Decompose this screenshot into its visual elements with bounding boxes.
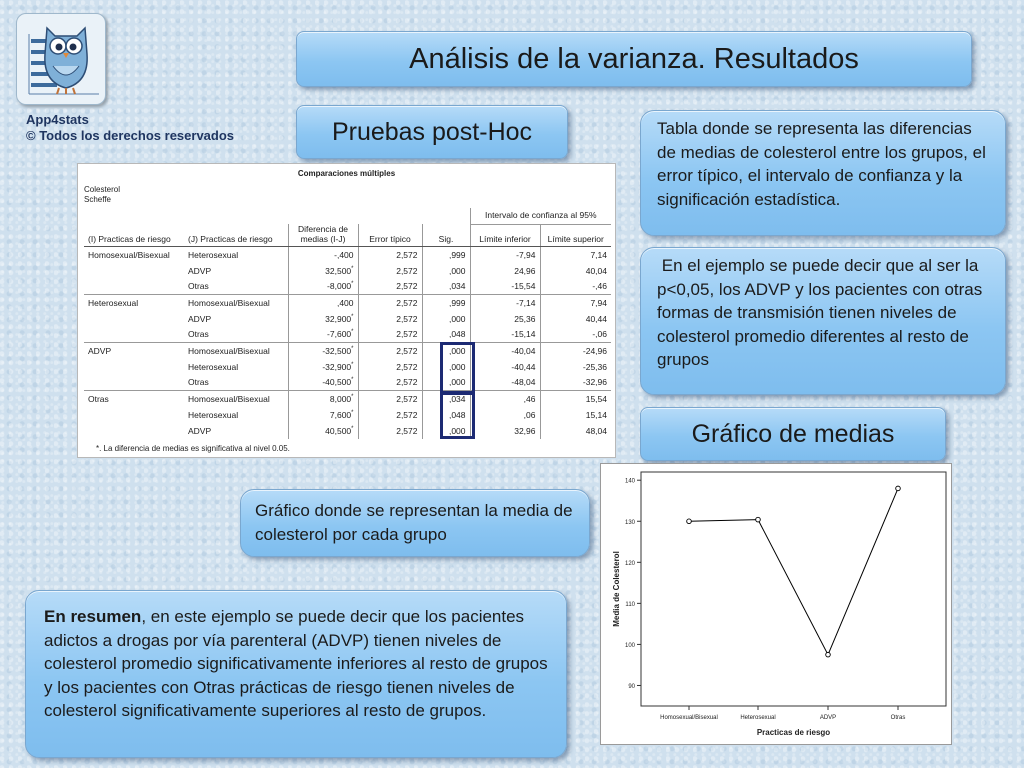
- cell-sig: ,034: [422, 279, 470, 295]
- cell-diff: -,400: [288, 247, 358, 263]
- significance-star: *: [351, 393, 354, 400]
- cell-i: Homosexual/Bisexual: [84, 247, 184, 263]
- y-tick-label: 90: [628, 683, 635, 690]
- cell-j: Otras: [188, 377, 209, 388]
- cell-diff: -7,600*: [288, 327, 358, 343]
- table-row: [84, 375, 611, 391]
- cell-lower: -15,14: [470, 327, 540, 343]
- significance-star: *: [351, 281, 354, 288]
- cell-sig: ,034: [422, 391, 470, 407]
- owl-chart-icon: [17, 14, 107, 106]
- significance-highlight-advp: [440, 342, 475, 394]
- significance-star: *: [351, 361, 354, 368]
- brand-name: App4stats: [26, 112, 89, 127]
- table-title: Comparaciones múltiples: [297, 169, 396, 178]
- header-j: (J) Practicas de riesgo: [184, 224, 288, 247]
- table-method: Scheffe: [84, 195, 111, 204]
- cell-j: ADVP: [188, 265, 212, 276]
- cell-j: Heterosexual: [188, 361, 239, 372]
- significance-star: *: [351, 265, 354, 272]
- cell-upper: 15,14: [540, 407, 611, 423]
- significance-star: *: [351, 313, 354, 320]
- medias-banner: [640, 407, 946, 461]
- cell-se: 2,572: [358, 247, 422, 263]
- title-banner: [296, 31, 972, 87]
- cell-i: Otras: [84, 391, 184, 407]
- header-i: (I) Practicas de riesgo: [84, 224, 184, 247]
- example-text: En el ejemplo se puede decir que al ser la p<0,05, los ADVP y los pacientes con otras formas de transmisión tienen niveles de colesterol promedio diferentes al resto de grupos: [657, 256, 987, 369]
- cell-j: Otras: [188, 329, 209, 340]
- cell-upper: 7,94: [540, 295, 611, 311]
- cell-diff: 32,900*: [288, 311, 358, 327]
- cell-j: Heterosexual: [188, 409, 239, 420]
- summary-note: [25, 590, 567, 758]
- table-row: [84, 407, 611, 423]
- cell-se: 2,572: [358, 343, 422, 359]
- cell-lower: 25,36: [470, 311, 540, 327]
- cell-upper: 40,04: [540, 263, 611, 279]
- y-tick-label: 120: [624, 560, 635, 567]
- cell-sig: ,048: [422, 327, 470, 343]
- table-description-note: [640, 110, 1006, 236]
- header-upper: Límite superior: [540, 224, 611, 247]
- cell-lower: -40,44: [470, 359, 540, 375]
- page-title: Análisis de la varianza. Resultados: [409, 42, 859, 75]
- comparisons-grid: [84, 208, 611, 439]
- cell-upper: 48,04: [540, 423, 611, 439]
- cell-se: 2,572: [358, 279, 422, 295]
- x-tick-label: Homosexual/Bisexual: [660, 715, 718, 721]
- cell-se: 2,572: [358, 359, 422, 375]
- cell-lower: ,06: [470, 407, 540, 423]
- cell-sig: ,000: [422, 311, 470, 327]
- x-tick-label: Heterosexual: [740, 715, 776, 721]
- cell-upper: 7,14: [540, 247, 611, 263]
- cell-sig: ,000: [422, 343, 470, 359]
- cell-se: 2,572: [358, 375, 422, 391]
- table-footnote: *. La diferencia de medias es significativa al nivel 0.05.: [96, 444, 290, 453]
- cell-sig: ,000: [422, 359, 470, 375]
- cell-diff: -40,500*: [288, 375, 358, 391]
- cell-i: [84, 375, 184, 391]
- cell-se: 2,572: [358, 327, 422, 343]
- series-line: [689, 488, 898, 654]
- summary-text: [44, 605, 554, 723]
- x-tick-label: ADVP: [819, 715, 837, 721]
- chart-description-note: [240, 489, 590, 557]
- table-row: [84, 311, 611, 327]
- significance-star: *: [351, 345, 354, 352]
- cell-upper: 40,44: [540, 311, 611, 327]
- significance-highlight-otras: [440, 392, 475, 439]
- table-row: [84, 391, 611, 407]
- cell-upper: 15,54: [540, 391, 611, 407]
- table-row: [84, 295, 611, 311]
- cell-j: ADVP: [188, 425, 212, 436]
- cell-upper: -24,96: [540, 343, 611, 359]
- cell-sig: ,999: [422, 295, 470, 311]
- means-chart: [600, 463, 952, 745]
- y-tick-label: 100: [624, 642, 635, 649]
- cell-upper: -25,36: [540, 359, 611, 375]
- table-variable: Colesterol: [84, 185, 121, 194]
- data-point: [687, 519, 692, 524]
- table-row: [84, 247, 611, 263]
- cell-se: 2,572: [358, 263, 422, 279]
- brand-block: [26, 112, 234, 144]
- cell-upper: -,06: [540, 327, 611, 343]
- posthoc-heading: Pruebas post-Hoc: [331, 117, 533, 146]
- cell-sig: ,048: [422, 407, 470, 423]
- means-chart-svg: [601, 464, 953, 746]
- cell-j: ADVP: [188, 313, 212, 324]
- cell-upper: -32,96: [540, 375, 611, 391]
- table-row: [84, 359, 611, 375]
- y-tick-label: 140: [624, 478, 635, 485]
- x-axis-label: Practicas de riesgo: [756, 728, 831, 737]
- significance-star: *: [351, 409, 354, 416]
- cell-sig: ,000: [422, 423, 470, 439]
- table-row: [84, 423, 611, 439]
- cell-lower: -15,54: [470, 279, 540, 295]
- significance-star: *: [351, 329, 354, 336]
- cell-j: Otras: [188, 281, 209, 292]
- cell-i: [84, 359, 184, 375]
- cell-diff: ,400: [288, 295, 358, 311]
- cell-sig: ,000: [422, 375, 470, 391]
- data-point: [756, 517, 761, 522]
- cell-diff: 40,500*: [288, 423, 358, 439]
- table-row: [84, 279, 611, 295]
- cell-upper: -,46: [540, 279, 611, 295]
- significance-star: *: [351, 425, 354, 432]
- cell-j: Heterosexual: [184, 247, 288, 263]
- cell-lower: -7,94: [470, 247, 540, 263]
- header-sig: Sig.: [422, 224, 470, 247]
- cell-lower: 24,96: [470, 263, 540, 279]
- cell-se: 2,572: [358, 295, 422, 311]
- table-description-text: Tabla donde se representa las diferencias de medias de colesterol entre los grupos, el error típico, el intervalo de confianza y la significación estadística.: [657, 119, 986, 209]
- cell-lower: 32,96: [470, 423, 540, 439]
- cell-lower: -7,14: [470, 295, 540, 311]
- table-row: [84, 343, 611, 359]
- cell-i: [84, 423, 184, 439]
- cell-diff: 8,000*: [288, 391, 358, 407]
- cell-se: 2,572: [358, 407, 422, 423]
- summary-rest: , en este ejemplo se puede decir que los pacientes adictos a drogas por vía parenteral (ADVP) tienen niveles de colesterol promedio significativamente inferiores al resto de grupos y los pacientes con Otras prácticas de riesgo tienen niveles de colesterol significativamente superiores al resto de grupos.: [44, 607, 548, 720]
- header-se: Error típico: [358, 224, 422, 247]
- cell-i: [84, 327, 184, 343]
- cell-sig: ,000: [422, 263, 470, 279]
- cell-diff: -32,500*: [288, 343, 358, 359]
- cell-i: [84, 279, 184, 295]
- app-logo: [16, 13, 106, 105]
- example-note: [640, 247, 1006, 395]
- cell-j: Homosexual/Bisexual: [184, 295, 288, 311]
- y-axis-label: Media de Colesterol: [612, 551, 621, 627]
- data-point: [896, 486, 901, 491]
- cell-j: Homosexual/Bisexual: [184, 391, 288, 407]
- cell-i: [84, 311, 184, 327]
- header-diff: Diferencia de medias (I-J): [288, 224, 358, 247]
- cell-diff: 7,600*: [288, 407, 358, 423]
- cell-i: Heterosexual: [84, 295, 184, 311]
- cell-lower: ,46: [470, 391, 540, 407]
- cell-diff: 32,500*: [288, 263, 358, 279]
- cell-diff: -32,900*: [288, 359, 358, 375]
- medias-heading: Gráfico de medias: [691, 419, 895, 448]
- chart-description-text: Gráfico donde se representan la media de colesterol por cada grupo: [255, 501, 573, 544]
- header-lower: Límite inferior: [470, 224, 540, 247]
- x-tick-label: Otras: [890, 715, 906, 721]
- brand-copyright: © Todos los derechos reservados: [26, 128, 235, 143]
- cell-se: 2,572: [358, 423, 422, 439]
- posthoc-banner: [296, 105, 568, 159]
- y-tick-label: 130: [624, 519, 635, 526]
- ci-header: Intervalo de confianza al 95%: [470, 208, 611, 224]
- summary-bold: En resumen: [44, 607, 142, 626]
- multiple-comparisons-table: [77, 163, 616, 458]
- cell-se: 2,572: [358, 311, 422, 327]
- table-row: [84, 327, 611, 343]
- cell-lower: -40,04: [470, 343, 540, 359]
- cell-i: ADVP: [84, 343, 184, 359]
- cell-sig: ,999: [422, 247, 470, 263]
- cell-j: Homosexual/Bisexual: [184, 343, 288, 359]
- cell-se: 2,572: [358, 391, 422, 407]
- data-point: [826, 652, 831, 657]
- table-row: [84, 263, 611, 279]
- cell-i: [84, 263, 184, 279]
- cell-i: [84, 407, 184, 423]
- cell-diff: -8,000*: [288, 279, 358, 295]
- y-tick-label: 110: [625, 601, 635, 608]
- significance-star: *: [351, 377, 354, 384]
- cell-lower: -48,04: [470, 375, 540, 391]
